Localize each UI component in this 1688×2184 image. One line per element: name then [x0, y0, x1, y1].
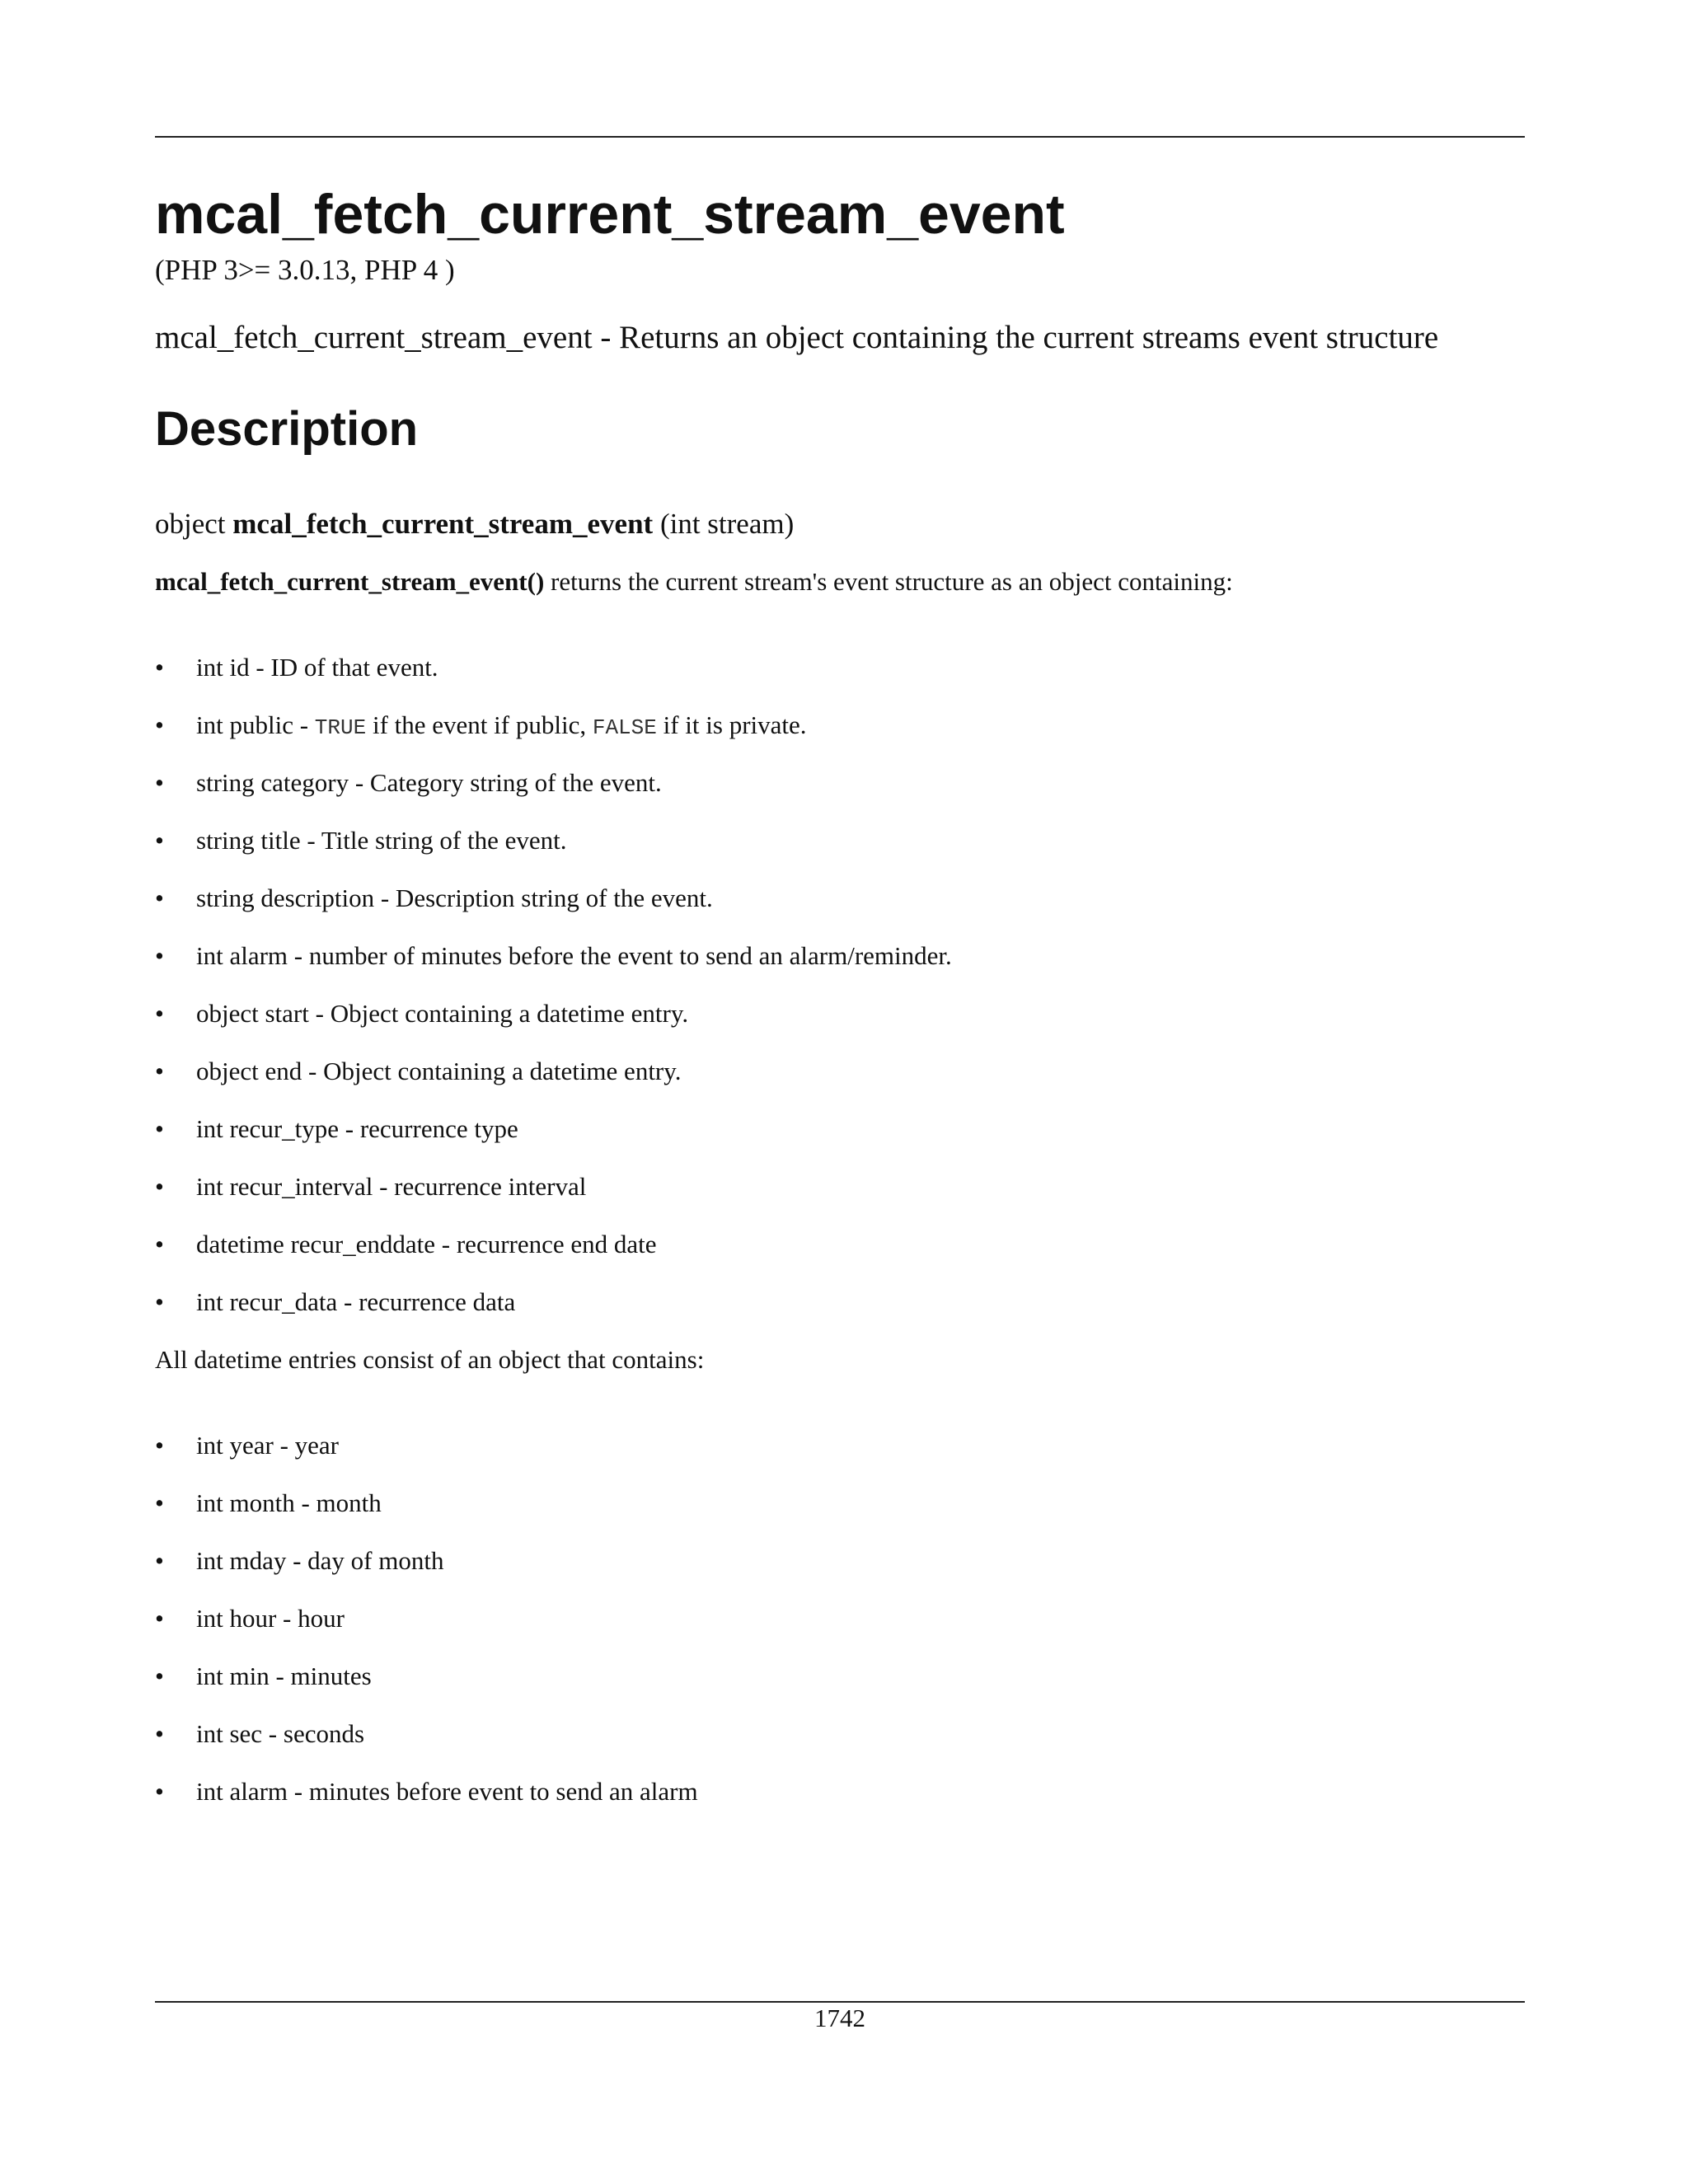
bullet-icon: • [155, 1661, 164, 1690]
list-item-text: string category - Category string of the event. [196, 768, 662, 797]
list-item-text: int mday - day of month [196, 1546, 444, 1575]
public-field-prefix: int public - [196, 710, 315, 739]
page-title: mcal_fetch_current_stream_event [155, 183, 1065, 246]
bullet-icon: • [155, 1604, 164, 1633]
bullet-icon: • [155, 1488, 164, 1517]
datetime-intro: All datetime entries consist of an object that contains: [155, 1345, 705, 1374]
list-item-text: int month - month [196, 1488, 382, 1517]
list-item-text: string title - Title string of the event. [196, 826, 567, 855]
list-item-text [196, 712, 807, 738]
document-page [155, 0, 1525, 2184]
bullet-icon: • [155, 1057, 164, 1085]
bullet-icon: • [155, 1114, 164, 1143]
bullet-icon: • [155, 941, 164, 970]
intro-text: returns the current stream's event structure as an object containing: [544, 567, 1233, 596]
true-constant: TRUE [314, 715, 367, 740]
section-heading-description: Description [155, 402, 419, 456]
bullet-icon: • [155, 768, 164, 797]
bullet-icon: • [155, 1287, 164, 1316]
list-item-text: string description - Description string of the event. [196, 883, 713, 912]
intro-function-call: mcal_fetch_current_stream_event() [155, 567, 545, 596]
list-item-text: int min - minutes [196, 1661, 372, 1690]
list-item-text: object end - Object containing a datetime entry. [196, 1057, 682, 1085]
top-rule [155, 136, 1525, 138]
bullet-icon: • [155, 653, 164, 682]
public-field-middle: if the event if public, [366, 710, 593, 739]
synopsis-return-type: object [155, 508, 233, 540]
list-item-text: int recur_type - recurrence type [196, 1114, 518, 1143]
bullet-icon: • [155, 1230, 164, 1258]
synopsis-function-name: mcal_fetch_current_stream_event [232, 508, 654, 540]
bullet-icon: • [155, 999, 164, 1028]
bullet-icon: • [155, 710, 164, 739]
description-intro [155, 569, 1233, 594]
function-summary: mcal_fetch_current_stream_event - Returns an object containing the current streams event structure [155, 320, 1439, 355]
list-item-text: int alarm - minutes before event to send an alarm [196, 1777, 698, 1806]
function-synopsis [155, 509, 794, 538]
list-item-text: int hour - hour [196, 1604, 345, 1633]
synopsis-params: (int stream) [653, 508, 795, 540]
bullet-icon: • [155, 1546, 164, 1575]
list-item-text: int recur_data - recurrence data [196, 1287, 516, 1316]
bullet-icon: • [155, 1172, 164, 1201]
list-item-text: datetime recur_enddate - recurrence end date [196, 1230, 657, 1258]
bullet-icon: • [155, 883, 164, 912]
false-constant: FALSE [592, 715, 657, 740]
bullet-icon: • [155, 1777, 164, 1806]
bullet-icon: • [155, 1431, 164, 1460]
public-field-suffix: if it is private. [656, 710, 807, 739]
bottom-rule [155, 2001, 1525, 2003]
list-item-text: int sec - seconds [196, 1719, 365, 1748]
version-info: (PHP 3>= 3.0.13, PHP 4 ) [155, 254, 455, 286]
list-item-text: int alarm - number of minutes before the event to send an alarm/reminder. [196, 941, 952, 970]
bullet-icon: • [155, 826, 164, 855]
bullet-icon: • [155, 1719, 164, 1748]
list-item-text: int id - ID of that event. [196, 653, 438, 682]
page-number: 1742 [814, 2004, 865, 2032]
list-item-text: int recur_interval - recurrence interval [196, 1172, 587, 1201]
list-item-text: int year - year [196, 1431, 339, 1460]
list-item-text: object start - Object containing a datetime entry. [196, 999, 689, 1028]
